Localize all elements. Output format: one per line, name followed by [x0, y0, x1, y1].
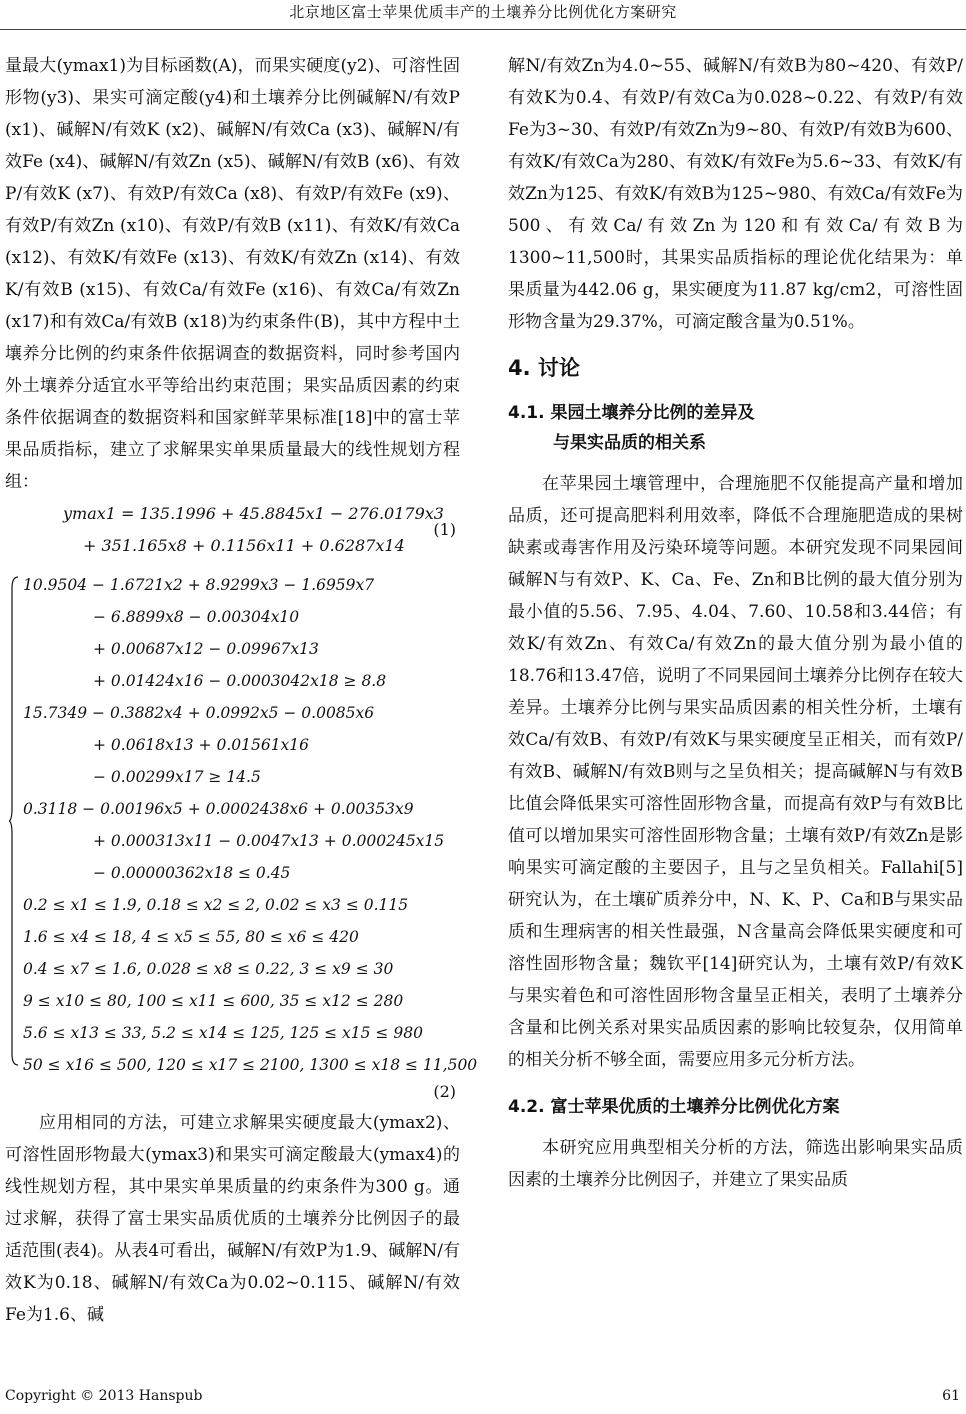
running-header: 北京地区富士苹果优质丰产的土壤养分比例优化方案研究: [0, 0, 966, 30]
equation-1-line-2: + 351.165x8 + 0.1156x11 + 0.6287x14: [83, 536, 405, 555]
constraint-row: 10.9504 − 1.6721x2 + 8.9299x3 − 1.6959x7: [23, 576, 375, 594]
paragraph-optimization: 本研究应用典型相关分析的方法，筛选出影响果实品质因素的土壤养分比例因子，并建立了果实品质: [508, 1138, 963, 1190]
left-column: [5, 50, 478, 1331]
subsection-heading-4-1-line-1: 4.1. 果园土壤养分比例的差异及: [508, 403, 755, 423]
left-brace: [9, 576, 19, 1066]
paragraph-results: 应用相同的方法，可建立求解果实硬度最大(ymax2)、可溶性固形物最大(ymax3)和果实可滴定酸最大(ymax4)的线性规划方程，其中果实单果质量的约束条件为300 g。通过求解，获得了富士果实品质优质的土壤养分比例因子的最适范围(表4)。从表4可看出，碱解N/有效P为1.9、碱解N/有效K为0.18、碱解N/有效Ca为0.02~0.115、碱解N/有效Fe为1.6、碱: [5, 1113, 460, 1325]
subsection-heading-4-1: [508, 398, 963, 458]
subsection-heading-4-2: 4.2. 富士苹果优质的土壤养分比例优化方案: [508, 1097, 840, 1117]
equation-1: [5, 502, 460, 570]
section-heading-discussion: 4. 讨论: [508, 356, 580, 380]
constraint-row: + 0.01424x16 − 0.0003042x18 ≥ 8.8: [93, 672, 387, 690]
equation-2-number: (2): [433, 1082, 456, 1101]
equation-1-line-1: ymax1 = 135.1996 + 45.8845x1 − 276.0179x3: [63, 504, 444, 523]
constraint-row: + 0.00687x12 − 0.09967x13: [93, 640, 319, 658]
bound-row: 50 ≤ x16 ≤ 500, 120 ≤ x17 ≤ 2100, 1300 ≤ x18 ≤ 11,500: [23, 1056, 478, 1074]
constraint-row: 0.3118 − 0.00196x5 + 0.0002438x6 + 0.00353x9: [23, 800, 414, 818]
constraint-row: + 0.000313x11 − 0.0047x13 + 0.000245x15: [93, 832, 445, 850]
bound-row: 5.6 ≤ x13 ≤ 33, 5.2 ≤ x14 ≤ 125, 125 ≤ x15 ≤ 980: [23, 1024, 423, 1042]
constraint-row: − 0.00299x17 ≥ 14.5: [93, 768, 261, 786]
bound-row: 1.6 ≤ x4 ≤ 18, 4 ≤ x5 ≤ 55, 80 ≤ x6 ≤ 420: [23, 928, 359, 946]
subsection-heading-4-1-line-2: 与果实品质的相关系: [553, 433, 706, 453]
bound-row: 0.2 ≤ x1 ≤ 1.9, 0.18 ≤ x2 ≤ 2, 0.02 ≤ x3 ≤ 0.115: [23, 896, 409, 914]
page-number: 61: [942, 1388, 960, 1404]
constraint-row: + 0.0618x13 + 0.01561x16: [93, 736, 310, 754]
paragraph-optimal-ranges: 解N/有效Zn为4.0~55、碱解N/有效B为80~420、有效P/有效K为0.4、有效P/有效Ca为0.028~0.22、有效P/有效Fe为3~30、有效P/有效Zn为9~80、有效P/有效B为600、有效K/有效Ca为280、有效K/有效Fe为5.6~33、有效K/有效Zn为125、有效K/有效B为125~980、有效Ca/有效Fe为500、有效Ca/有效Zn为120和有效Ca/有效B为1300~11,500时，其果实品质指标的理论优化结果为：单果质量为442.06 g，果实硬度为11.87 kg/cm2，可溶性固形物含量为29.37%，可滴定酸含量为0.51%。: [508, 56, 963, 332]
constraint-row: − 6.8899x8 − 0.00304x10: [93, 608, 300, 626]
equation-1-number: (1): [433, 520, 456, 539]
bound-row: 0.4 ≤ x7 ≤ 1.6, 0.028 ≤ x8 ≤ 0.22, 3 ≤ x9 ≤ 30: [23, 960, 394, 978]
constraint-system: [5, 570, 478, 1080]
right-column: [508, 50, 963, 1196]
constraint-row: 15.7349 − 0.3882x4 + 0.0992x5 − 0.0085x6: [23, 704, 375, 722]
bound-row: 9 ≤ x10 ≤ 80, 100 ≤ x11 ≤ 600, 35 ≤ x12 ≤ 280: [23, 992, 404, 1010]
constraint-row: − 0.00000362x18 ≤ 0.45: [93, 864, 291, 882]
page-footer: [5, 1388, 960, 1404]
paragraph-discussion: 在苹果园土壤管理中，合理施肥不仅能提高产量和增加品质，还可提高肥料利用效率，降低不合理施肥造成的果树缺素或毒害作用及污染环境等问题。本研究发现不同果园间碱解N与有效P、K、Ca、Fe、Zn和B比例的最大值分别为最小值的5.56、7.95、4.04、7.60、10.58和3.44倍；有效K/有效Zn、有效Ca/有效Zn的最大值分别为最小值的18.76和13.47倍，说明了不同果园间土壤养分比例存在较大差异。土壤养分比例与果实品质因素的相关性分析，土壤有效Ca/有效B、有效P/有效K与果实硬度呈正相关，而有效P/有效B、碱解N/有效B则与之呈负相关；提高碱解N与有效B比值会降低果实可溶性固形物含量，而提高有效P与有效B比值可以增加果实可溶性固形物含量；土壤有效P/有效Zn是影响果实可滴定酸的主要因子，且与之呈负相关。Fallahi[5]研究认为，在土壤矿质养分中，N、K、P、Ca和B与果实品质和生理病害的相关性最强，N含量高会降低果实硬度和可溶性固形物含量；魏钦平[14]研究认为，土壤有效P/有效K与果实着色和可溶性固形物含量呈正相关，表明了土壤养分含量和比例关系对果实品质因素的影响比较复杂，仅用简单的相关分析不够全面，需要应用多元分析方法。: [508, 474, 963, 1070]
paragraph-objective: 量最大(ymax1)为目标函数(A)，而果实硬度(y2)、可溶性固形物(y3)、果实可滴定酸(y4)和土壤养分比例碱解N/有效P (x1)、碱解N/有效K (x2)、碱解N/有效Ca (x3)、碱解N/有效Fe (x4)、碱解N/有效Zn (x5)、碱解N/有效B (x6)、有效P/有效K (x7)、有效P/有效Ca (x8)、有效P/有效Fe (x9)、有效P/有效Zn (x10)、有效P/有效B (x11)、有效K/有效Ca (x12)、有效K/有效Fe (x13)、有效K/有效Zn (x14)、有效K/有效B (x15)、有效Ca/有效Fe (x16)、有效Ca/有效Zn (x17)和有效Ca/有效B (x18)为约束条件(B)，其中方程中土壤养分比例的约束条件依据调查的数据资料，同时参考国内外土壤养分适宜水平等给出约束范围；果实品质因素的约束条件依据调查的数据资料和国家鲜苹果标准[18]中的富士苹果品质指标，建立了求解果实单果质量最大的线性规划方程组：: [5, 56, 460, 492]
copyright-text: Copyright © 2013 Hanspub: [5, 1388, 203, 1404]
